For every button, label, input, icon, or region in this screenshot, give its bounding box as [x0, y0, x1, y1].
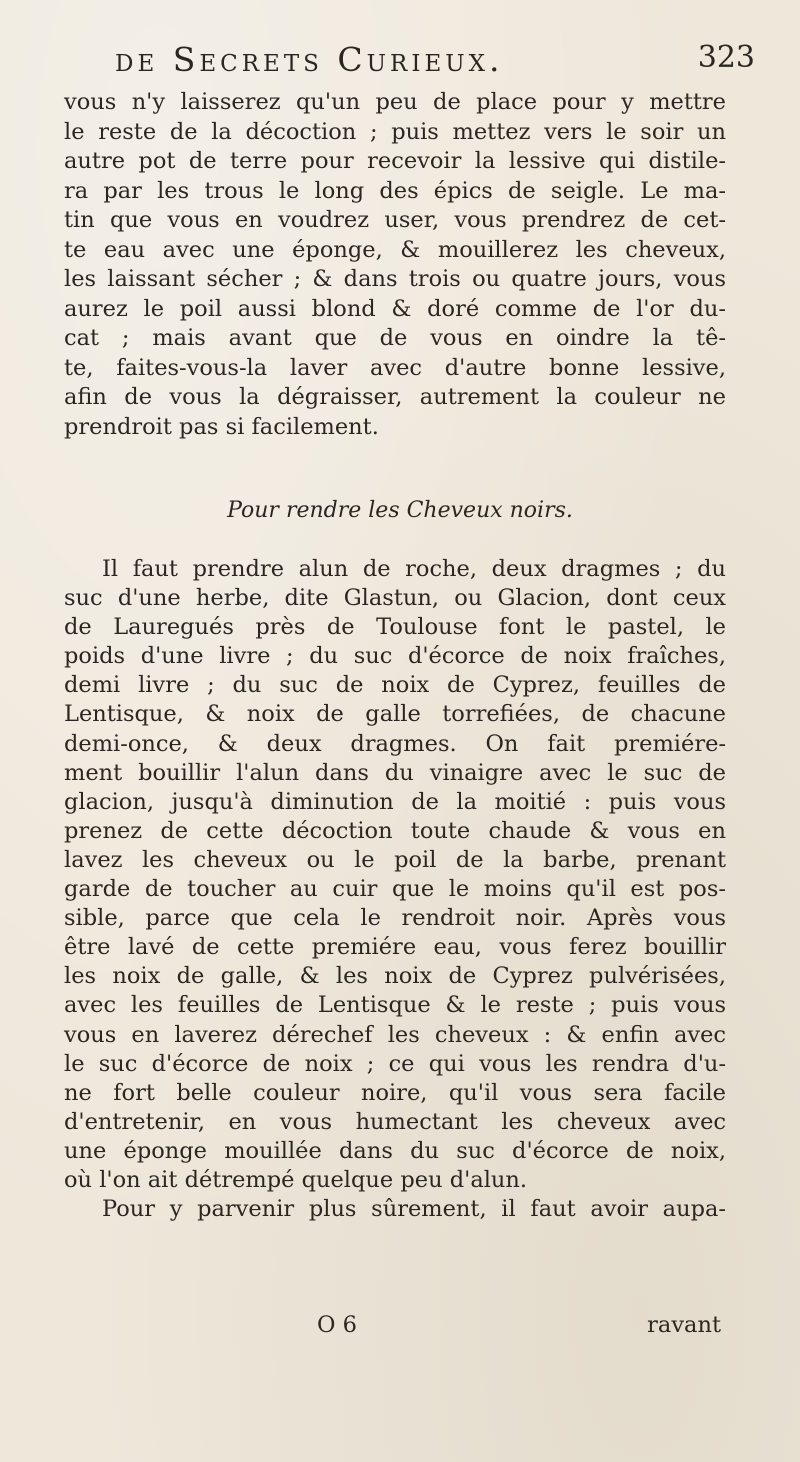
- text-line: demi livre ; du suc de noix de Cyprez, feuilles de: [64, 672, 726, 699]
- page-number: 323: [697, 40, 755, 75]
- text-line: Il faut prendre alun de roche, deux dragmes ; du: [102, 556, 726, 582]
- text-line: le reste de la décoction ; puis mettez vers le soir un: [64, 118, 726, 145]
- text-line: suc d'une herbe, dite Glastun, ou Glacion, dont ceux: [64, 585, 726, 612]
- text-line: Lentisque, & noix de galle torrefiées, de chacune: [64, 701, 726, 728]
- text-line: glacion, jusqu'à diminution de la moitié : puis vous: [64, 788, 726, 815]
- text-line: te, faites-vous-la laver avec d'autre bonne lessive,: [64, 354, 726, 381]
- section-heading: Pour rendre les Cheveux noirs.: [227, 498, 573, 523]
- text-line: garde de toucher au cuir que le moins qu'il est pos-: [64, 876, 726, 903]
- page-footer: [64, 1312, 726, 1342]
- recipe-paragraph: [64, 555, 726, 1224]
- text-line: Pour y parvenir plus sûrement, il faut avoir aupa-: [102, 1196, 726, 1223]
- paragraph-continued: [64, 88, 726, 442]
- text-line: le suc d'écorce de noix ; ce qui vous les rendra d'u-: [64, 1050, 726, 1077]
- text-line: être lavé de cette premiére eau, vous ferez bouillir: [64, 934, 726, 961]
- text-line: ment bouillir l'alun dans du vinaigre avec le suc de: [64, 759, 726, 786]
- catchword: ravant: [647, 1312, 721, 1338]
- text-line: sible, parce que cela le rendroit noir. Après vous: [64, 905, 726, 932]
- text-line: demi-once, & deux dragmes. On fait premiére-: [64, 730, 726, 757]
- text-line: autre pot de terre pour recevoir la lessive qui distile-: [64, 148, 726, 174]
- text-line: poids d'une livre ; du suc d'écorce de noix fraîches,: [64, 643, 726, 670]
- text-line: d'entretenir, en vous humectant les cheveux avec: [64, 1108, 726, 1135]
- text-line: tin que vous en voudrez user, vous prendrez de cet-: [64, 207, 726, 233]
- page-header: [115, 40, 755, 80]
- text-line: cat ; mais avant que de vous en oindre la tê-: [64, 325, 726, 351]
- text-line: te eau avec une éponge, & mouillerez les cheveux,: [64, 236, 726, 263]
- text-line: ra par les trous le long des épics de seigle. Le ma-: [64, 177, 726, 204]
- text-line: prendroit pas si facilement.: [64, 413, 379, 440]
- text-line: vous n'y laisserez qu'un peu de place pour y mettre: [64, 89, 726, 115]
- text-line: afin de vous la dégraisser, autrement la couleur ne: [64, 384, 726, 410]
- text-line: de Lauregués près de Toulouse font le pastel, le: [64, 614, 726, 641]
- text-line: les laissant sécher ; & dans trois ou quatre jours, vous: [64, 266, 726, 292]
- running-title: de Secrets Curieux.: [115, 40, 504, 79]
- text-line: ne fort belle couleur noire, qu'il vous sera facile: [64, 1079, 726, 1106]
- text-line: aurez le poil aussi blond & doré comme de l'or du-: [64, 295, 726, 322]
- text-line: une éponge mouillée dans du suc d'écorce de noix,: [64, 1137, 726, 1164]
- text-line: les noix de galle, & les noix de Cyprez pulvérisées,: [64, 963, 726, 990]
- text-line: lavez les cheveux ou le poil de la barbe, prenant: [64, 846, 726, 873]
- signature-mark: O 6: [317, 1312, 357, 1338]
- text-line: avec les feuilles de Lentisque & le reste ; puis vous: [64, 992, 726, 1019]
- text-line: prenez de cette décoction toute chaude & vous en: [64, 817, 726, 844]
- text-line: où l'on ait détrempé quelque peu d'alun.: [64, 1166, 528, 1193]
- text-line: vous en laverez dérechef les cheveux : & enfin avec: [64, 1021, 726, 1048]
